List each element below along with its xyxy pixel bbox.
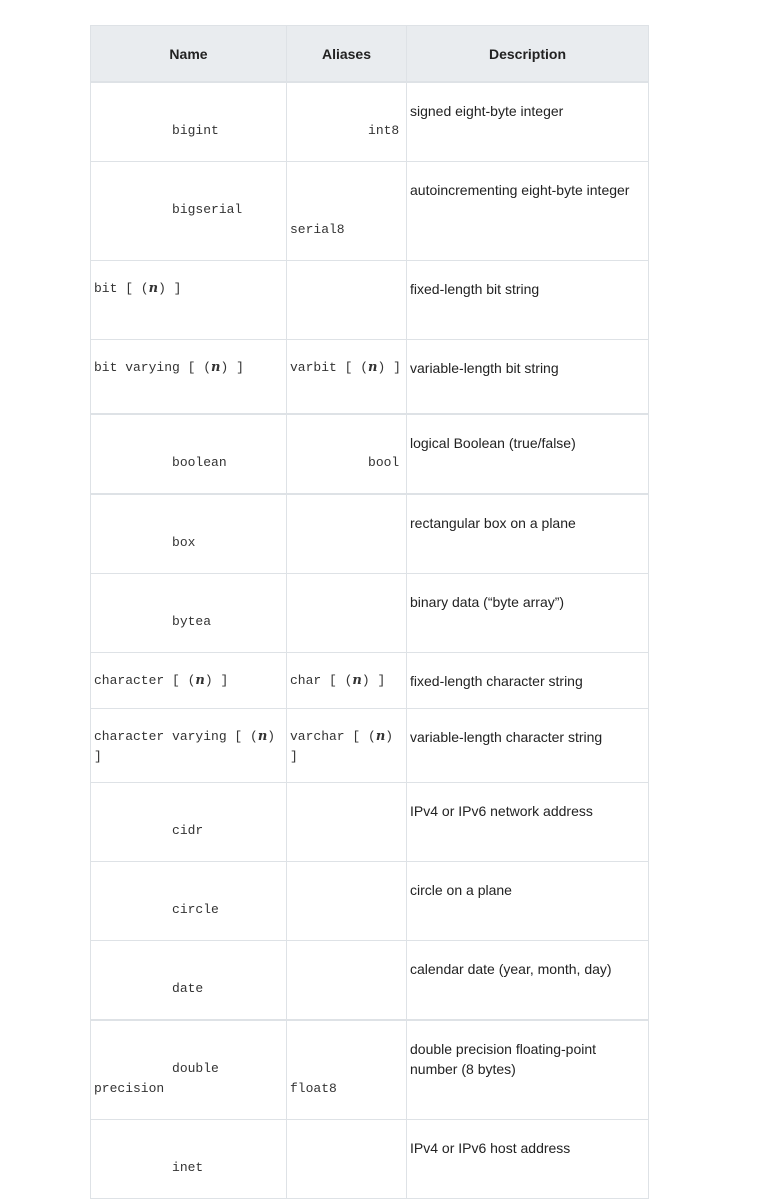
type-description: variable-length bit string bbox=[407, 340, 649, 415]
type-alias-prefix: char [ ( bbox=[290, 673, 353, 688]
type-aliases-cell bbox=[287, 1020, 407, 1120]
type-name-cell bbox=[91, 941, 287, 1021]
type-name-suffix: ) ] bbox=[94, 729, 283, 764]
table-row bbox=[91, 574, 649, 653]
type-alias-suffix: ) ] bbox=[290, 729, 401, 764]
type-name-cell bbox=[91, 82, 287, 162]
type-name-cell bbox=[91, 340, 287, 415]
table-row bbox=[91, 783, 649, 862]
table-row bbox=[91, 1120, 649, 1199]
type-alias: serial8 bbox=[290, 222, 345, 237]
table-row bbox=[91, 494, 649, 574]
type-name: cidr bbox=[172, 823, 204, 838]
type-name-prefix: character [ ( bbox=[94, 673, 196, 688]
type-name-prefix: bit varying [ ( bbox=[94, 360, 212, 375]
type-aliases-cell bbox=[287, 261, 407, 340]
type-name-param: n bbox=[257, 729, 268, 744]
header-name: Name bbox=[91, 26, 287, 83]
table-row bbox=[91, 261, 649, 340]
type-name-suffix: ) ] bbox=[158, 281, 182, 296]
type-name: boolean bbox=[172, 455, 227, 470]
type-name-suffix: ) ] bbox=[220, 360, 244, 375]
table-body bbox=[91, 82, 649, 1199]
type-aliases-cell bbox=[287, 494, 407, 574]
type-name-cell bbox=[91, 653, 287, 709]
type-description: logical Boolean (true/false) bbox=[407, 414, 649, 494]
type-name-cell bbox=[91, 862, 287, 941]
type-description: double precision floating-point number (8 bytes) bbox=[407, 1020, 649, 1120]
type-name-cell bbox=[91, 1020, 287, 1120]
table-row bbox=[91, 862, 649, 941]
type-aliases-cell bbox=[287, 653, 407, 709]
table-row bbox=[91, 1020, 649, 1120]
type-description: circle on a plane bbox=[407, 862, 649, 941]
type-description: fixed-length character string bbox=[407, 653, 649, 709]
type-description: IPv4 or IPv6 network address bbox=[407, 783, 649, 862]
type-alias-suffix: ) ] bbox=[361, 673, 386, 688]
type-name-cell bbox=[91, 1120, 287, 1199]
table-row bbox=[91, 709, 649, 783]
table-row bbox=[91, 653, 649, 709]
data-types-table bbox=[90, 25, 649, 1199]
type-aliases-cell bbox=[287, 414, 407, 494]
type-name-cell bbox=[91, 574, 287, 653]
type-name-param: n bbox=[211, 360, 221, 375]
type-description: rectangular box on a plane bbox=[407, 494, 649, 574]
type-description: variable-length character string bbox=[407, 709, 649, 783]
type-name-suffix: ) ] bbox=[204, 673, 229, 688]
type-name: bytea bbox=[172, 614, 212, 629]
type-alias-prefix: varchar [ ( bbox=[290, 729, 376, 744]
type-description: calendar date (year, month, day) bbox=[407, 941, 649, 1021]
table-row bbox=[91, 82, 649, 162]
type-description: binary data (“byte array”) bbox=[407, 574, 649, 653]
type-name-cell bbox=[91, 494, 287, 574]
type-name-prefix: character varying [ ( bbox=[94, 729, 258, 744]
type-alias-param: n bbox=[352, 673, 362, 688]
type-alias-suffix: ) ] bbox=[377, 360, 401, 375]
type-aliases-cell bbox=[287, 574, 407, 653]
type-description: IPv4 or IPv6 host address bbox=[407, 1120, 649, 1199]
type-name-cell bbox=[91, 414, 287, 494]
type-name: box bbox=[172, 535, 196, 550]
type-name-cell bbox=[91, 261, 287, 340]
type-name: double precision bbox=[94, 1061, 227, 1096]
type-aliases-cell bbox=[287, 862, 407, 941]
type-aliases-cell bbox=[287, 340, 407, 415]
type-name-cell bbox=[91, 783, 287, 862]
type-name: circle bbox=[172, 902, 219, 917]
type-aliases-cell bbox=[287, 709, 407, 783]
table-row bbox=[91, 162, 649, 261]
type-aliases-cell bbox=[287, 82, 407, 162]
type-name-prefix: bit [ ( bbox=[94, 281, 149, 296]
type-name-param: n bbox=[148, 281, 159, 296]
type-name: bigint bbox=[172, 123, 219, 138]
type-name: date bbox=[172, 981, 204, 996]
type-name-cell bbox=[91, 709, 287, 783]
table-row bbox=[91, 941, 649, 1021]
type-name: bigserial bbox=[172, 202, 243, 217]
type-description: signed eight-byte integer bbox=[407, 82, 649, 162]
type-alias: float8 bbox=[290, 1081, 337, 1096]
type-name-cell bbox=[91, 162, 287, 261]
table-header bbox=[91, 26, 649, 83]
type-name-param: n bbox=[195, 673, 205, 688]
type-alias: bool bbox=[368, 455, 400, 470]
header-description: Description bbox=[407, 26, 649, 83]
type-aliases-cell bbox=[287, 1120, 407, 1199]
table-row bbox=[91, 340, 649, 415]
type-description: fixed-length bit string bbox=[407, 261, 649, 340]
type-name: inet bbox=[172, 1160, 204, 1175]
type-description: autoincrementing eight-byte integer bbox=[407, 162, 649, 261]
type-aliases-cell bbox=[287, 783, 407, 862]
header-aliases: Aliases bbox=[287, 26, 407, 83]
type-alias: int8 bbox=[368, 123, 400, 138]
type-alias-param: n bbox=[375, 729, 386, 744]
header-row bbox=[91, 26, 649, 83]
table-row bbox=[91, 414, 649, 494]
type-aliases-cell bbox=[287, 941, 407, 1021]
type-aliases-cell bbox=[287, 162, 407, 261]
type-alias-param: n bbox=[368, 360, 378, 375]
type-alias-prefix: varbit [ ( bbox=[290, 360, 369, 375]
